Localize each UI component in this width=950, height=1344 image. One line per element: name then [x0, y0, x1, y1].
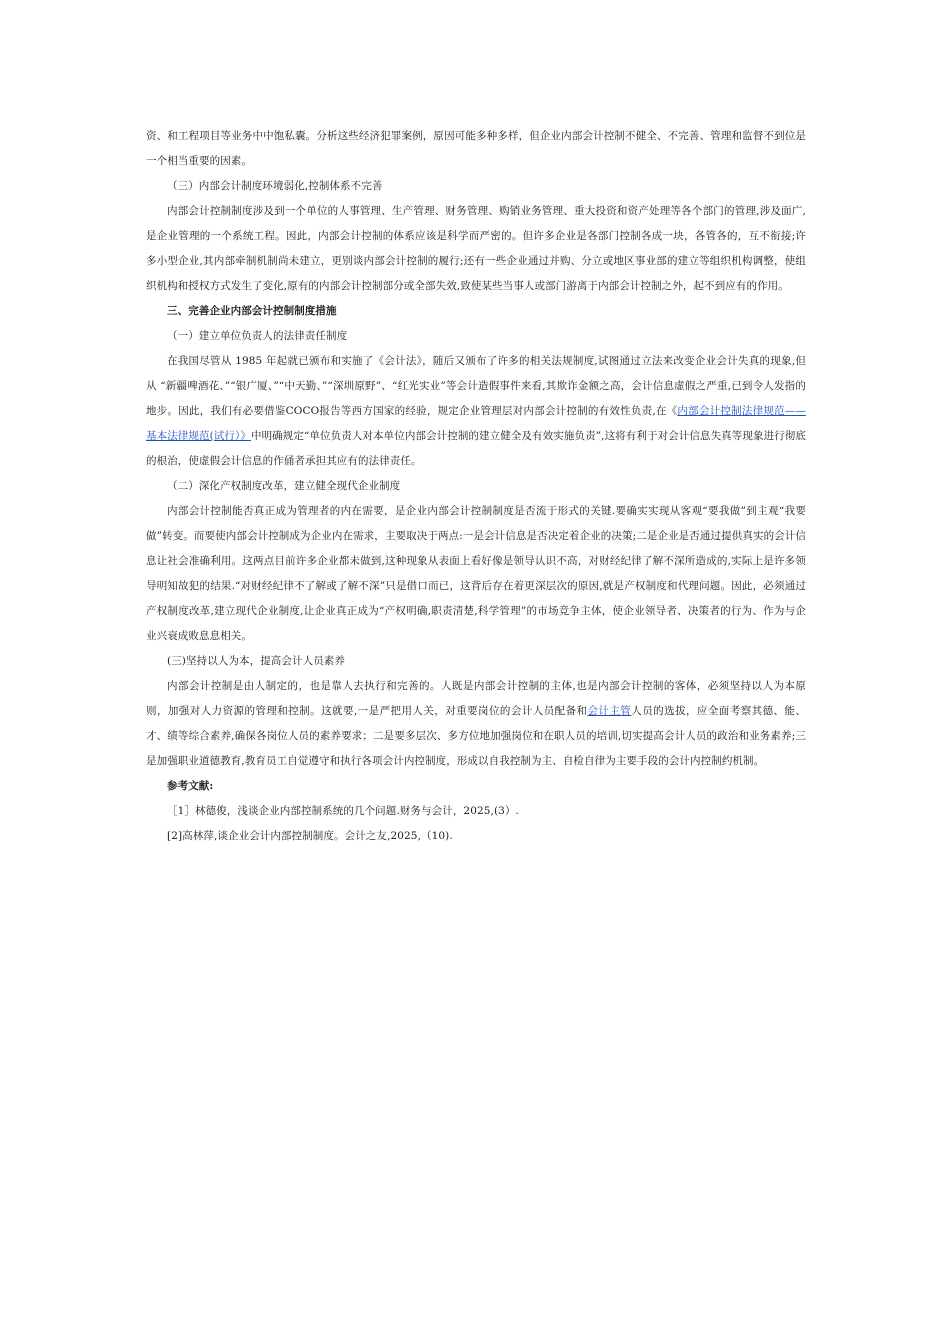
paragraph-property-rights: 内部会计控制能否真正成为管理者的内在需要，是企业内部会计控制制度是否流于形式的关键.要确实实现从客观“要我做”到主观“我要做”转变。而要使内部会计控制成为企业内在需求，主要取决于两点:一是会计信息是否决定着企业的决策;二是企业是否通过提供真实的会计信息让社会准确利用。这两点目前许多企业都未做到,这种现象从表面上看好像是领导认识不高，对财经纪律了解不深所造成的,实际上是许多领导明知故犯的结果.“对财经纪律不了解或了解不深”只是借口而已，这背后存在着更深层次的原因,就是产权制度和代理问题。因此，必须通过产权制度改革,建立现代企业制度,让企业真正成为“产权明确,职责清楚,科学管理”的市场竞争主体，使企业领导者、决策者的行为、作为与企业兴衰成败息息相关。: [146, 505, 806, 642]
text-segment: 人员的选拔，应全面考察其德、能、才、绩等综合素养,确保各岗位人员的素养要求；二是要多层次、多方位地加强岗位和在职人员的培训,切实提高会计人员的政治和业务素养;三是加强职业道德教育,教育员工自觉遵守和执行各项会计内控制度，形成以自我控制为主、自检自律为主要手段的会计内控制约机制。: [146, 705, 807, 767]
reference-item: [2]高林萍,谈企业会计内部控制制度。会计之友,2025,（10).: [167, 830, 453, 842]
paragraph-legal-responsibility: [146, 349, 806, 474]
paragraph-continuation: 资、和工程项目等业务中中饱私囊。分析这些经济犯罪案例，原因可能多种多样，但企业内部会计控制不健全、不完善、管理和监督不到位是一个相当重要的因素。: [146, 130, 806, 167]
subheading-property-rights: （二）深化产权制度改革，建立健全现代企业制度: [167, 480, 401, 492]
subheading-people-oriented: (三)坚持以人为本，提高会计人员素养: [167, 655, 345, 667]
paragraph-people-oriented: [146, 674, 806, 774]
section-heading-measures: 三、完善企业内部会计控制制度措施: [167, 305, 337, 317]
text-segment: 中明确规定“单位负责人对本单位内部会计控制的建立健全及有效实施负责”,这将有利于对会计信息失真等现象进行彻底的根治，使虚假会计信息的作俑者承担其应有的法律责任。: [146, 430, 806, 467]
reference-item: ［1］林德俊，浅谈企业内部控制系统的几个问题.财务与会计，2025,(3）.: [167, 805, 519, 817]
references-heading: 参考文献:: [167, 780, 214, 792]
document-body: [146, 124, 806, 849]
text-segment: 在我国尽管从 1985 年起就已颁布和实施了《会计法》，随后又颁布了许多的相关法规制度,试图通过立法来改变企业会计失真的现象,但从 “新疆啤酒花、”“银广厦、”“中天勤、”“深圳原野”、“红光实业”等会计造假事件来看,其欺诈金额之高，会计信息虚假之严重,已到令人发指的地步。因此，我们有必要借鉴COCO报告等西方国家的经验，规定企业管理层对内部会计控制的有效性负责,在《: [146, 355, 806, 417]
subheading-legal-responsibility: （一）建立单位负责人的法律责任制度: [167, 330, 348, 342]
paragraph-environment: 内部会计控制制度涉及到一个单位的人事管理、生产管理、财务管理、购销业务管理、重大投资和资产处理等各个部门的管理,涉及面广,是企业管理的一个系统工程。因此，内部会计控制的体系应该是科学而严密的。但许多企业是各部门控制各成一块，各管各的，互不衔接;许多小型企业,其内部牵制机制尚未建立，更别谈内部会计控制的履行;还有一些企业通过并购、分立或地区事业部的建立等组织机构调整，使组织机构和授权方式发生了变化,原有的内部会计控制部分或全部失效,致使某些当事人或部门游离于内部会计控制之外，起不到应有的作用。: [146, 205, 806, 292]
law-regulation-link[interactable]: 内部会计控制法律规范——基本法律规范(试行）》: [146, 405, 806, 442]
text-segment: 内部会计控制是由人制定的，也是靠人去执行和完善的。人既是内部会计控制的主体,也是内部会计控制的客体，必须坚持以人为本原则，加强对人力资源的管理和控制。这就要,一是严把用人关，对重要岗位的会计人员配备和: [146, 680, 806, 717]
accounting-supervisor-link[interactable]: 会计主管: [587, 705, 632, 717]
subheading-environment: （三）内部会计制度环境弱化,控制体系不完善: [167, 180, 383, 192]
